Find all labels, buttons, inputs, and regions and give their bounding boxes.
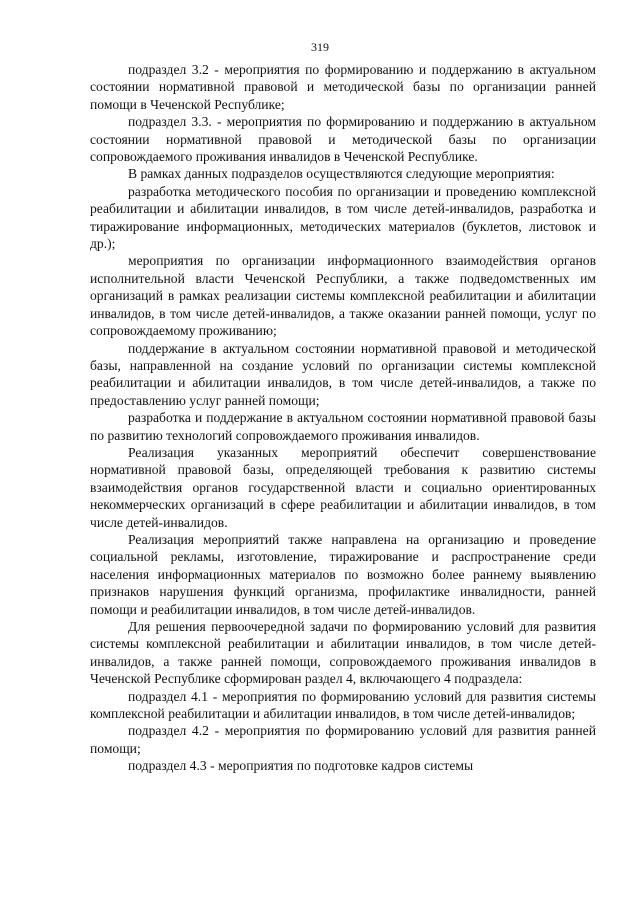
page-number: 319	[311, 40, 329, 54]
paragraph-subsection-4-2: подраздел 4.2 - мероприятия по формированию условий для развития ранней помощи;	[90, 723, 596, 756]
paragraph-implementation-result: Реализация указанных мероприятий обеспечит совершенствование нормативной правовой базы, определяющей требования к развитию системы взаимодействия органов государственной власти и социально ориентированных некоммерческих организаций в сфере реабилитации и абилитации инвалидов, в том числе детей-инвалидов.	[90, 444, 596, 530]
document-body	[90, 61, 596, 775]
paragraph-subsection-3-3: подраздел 3.3. - мероприятия по формированию и поддержанию в актуальном состоянии нормативной правовой и методической базы по организации сопровождаемого проживания инвалидов в Чеченской Республике.	[90, 114, 596, 165]
paragraph-activities-intro: В рамках данных подразделов осуществляются следующие мероприятия:	[128, 166, 555, 182]
paragraph-normative-base-maintenance: поддержание в актуальном состоянии нормативной правовой и методической базы, направленной на создание условий по организации системы комплексной реабилитации и абилитации инвалидов, в том числе детей-инвалидов, а также по предоставлению услуг ранней помощи;	[90, 340, 596, 408]
paragraph-social-advertising: Реализация мероприятий также направлена на организацию и проведение социальной рекламы, изготовление, тиражирование и распространение среди населения информационных материалов по возможно более раннему выявлению признаков нарушения функций организма, профилактике инвалидности, ранней помощи и реабилитации инвалидов, в том числе детей-инвалидов.	[90, 531, 596, 617]
paragraph-supported-living-base: разработка и поддержание в актуальном состоянии нормативной правовой базы по развитию технологий сопровождаемого проживания инвалидов.	[90, 410, 596, 443]
paragraph-subsection-4-1: подраздел 4.1 - мероприятия по формированию условий для развития системы комплексной реабилитации и абилитации инвалидов, в том числе детей-инвалидов;	[90, 688, 596, 722]
paragraph-section-4-intro: Для решения первоочередной задачи по формированию условий для развития системы комплексной реабилитации и абилитации инвалидов, в том числе детей-инвалидов, а также ранней помощи, сопровождаемого проживания инвалидов в Чеченской Республике сформирован раздел 4, включающего 4 подраздела:	[90, 619, 596, 687]
paragraph-information-interaction: мероприятия по организации информационного взаимодействия органов исполнительной власти Чеченской Республики, а также подведомственных им организаций в рамках реализации системы комплексной реабилитации и абилитации инвалидов, в том числе детей-инвалидов, а также оказании ранней помощи, услуг по сопровождаемому проживанию;	[90, 253, 596, 339]
paragraph-subsection-3-2: подраздел 3.2 - мероприятия по формированию и поддержанию в актуальном состоянии нормативной правовой и методической базы по организации ранней помощи в Чеченской Республике;	[90, 62, 596, 112]
paragraph-subsection-4-3: подраздел 4.3 - мероприятия по подготовке кадров системы	[128, 758, 474, 774]
paragraph-methodical-manual: разработка методического пособия по организации и проведению комплексной реабилитации и абилитации инвалидов, в том числе детей-инвалидов, разработка и тиражирование информационных, методических материалов (буклетов, листовок и др.);	[90, 183, 596, 252]
